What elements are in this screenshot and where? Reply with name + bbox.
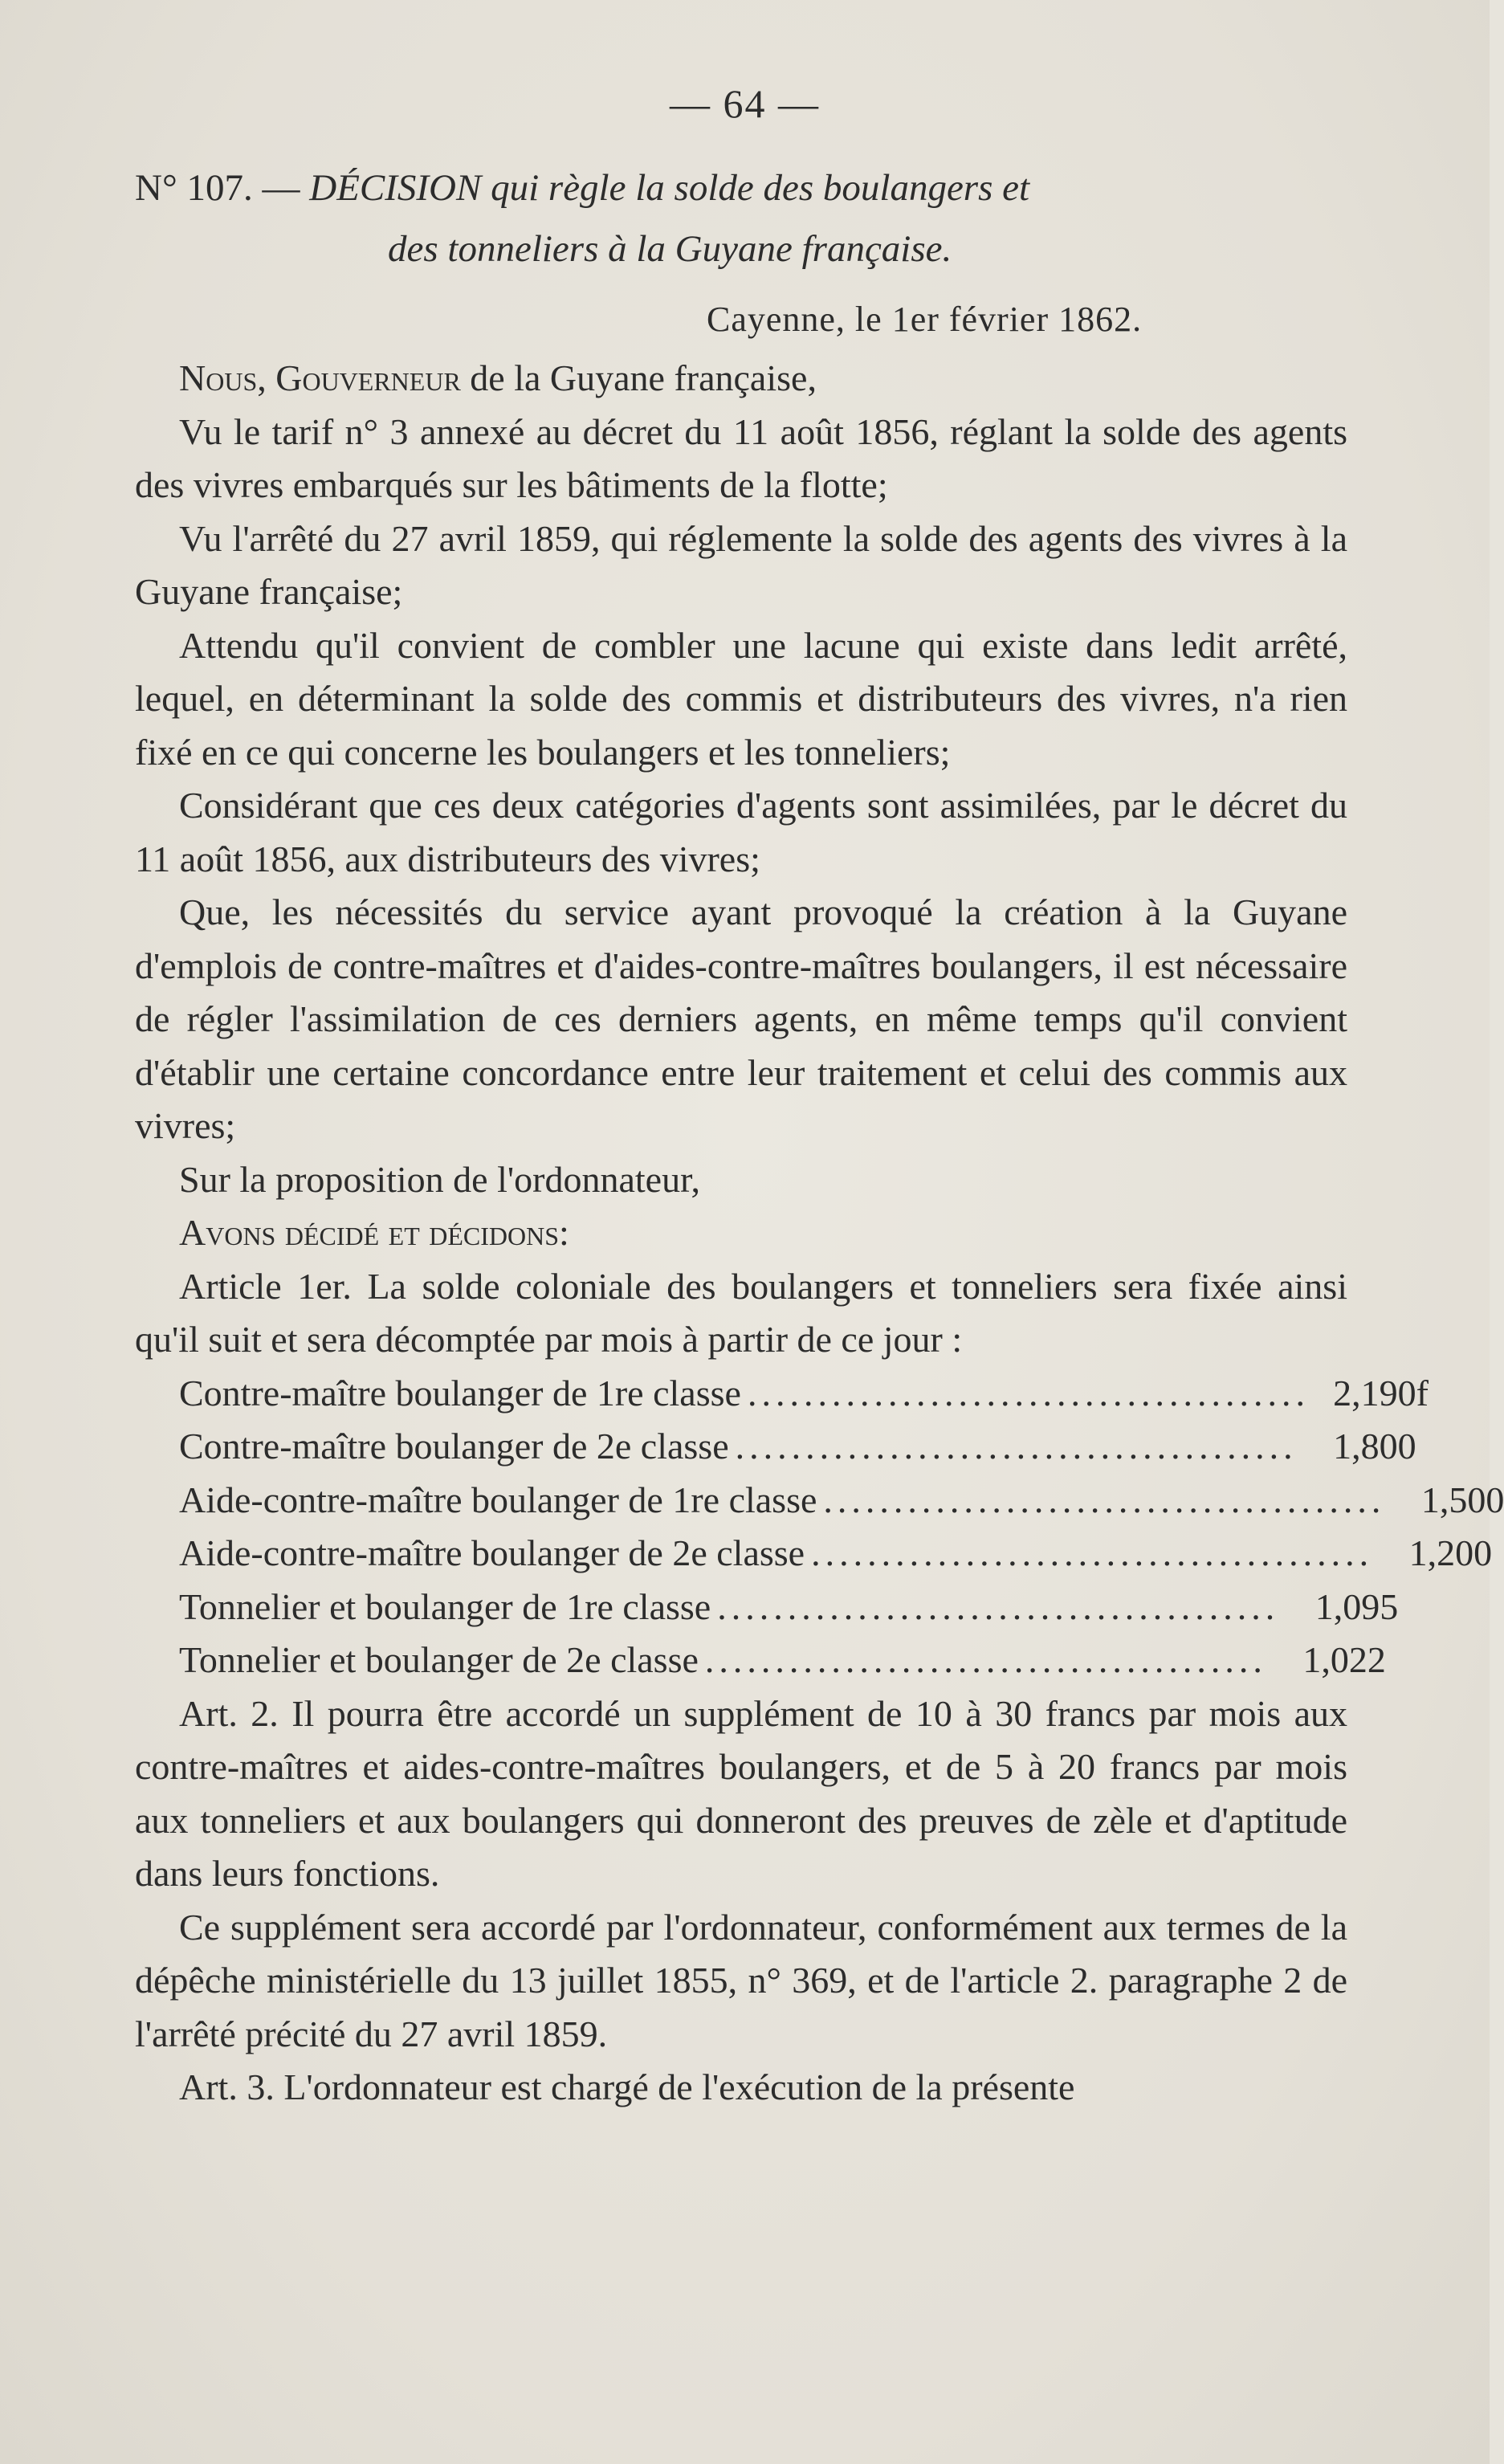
salary-row [135, 1474, 1504, 1528]
salary-label: Tonnelier et boulanger de 2e classe [179, 1639, 699, 1680]
salary-row [135, 1367, 1429, 1421]
dateline: Cayenne, le 1er février 1862. [707, 300, 1143, 339]
decision-title [135, 157, 1347, 279]
salary-label: Contre-maître boulanger de 2e classe [179, 1426, 729, 1467]
leader-dots: ........................................ [811, 1532, 1374, 1573]
governor-heading: Nous, Gouverneur [179, 357, 461, 398]
article-2: Art. 2. Il pourra être accordé un supplément de 10 à 30 francs par mois aux contre-maîtres et aides-contre-maîtres boulangers, et de 5 à 20 francs par mois aux tonneliers et aux boulangers qui donneront des preuves de zèle et d'aptitude dans leurs fonctions. [135, 1692, 1347, 1894]
leader-dots: ........................................ [717, 1585, 1280, 1627]
salary-row [135, 1420, 1416, 1474]
salary-amount: 1,500 [1420, 1479, 1504, 1520]
decision-body [135, 352, 1504, 2115]
article-1: Article 1er. La solde coloniale des boulangers et tonneliers sera fixée ainsi qu'il suit et sera décomptée par mois à partir de ce jour : [135, 1265, 1347, 1360]
paragraph-arrete: Vu l'arrêté du 27 avril 1859, qui réglemente la solde des agents des vivres à la Guyane française; [135, 517, 1347, 612]
salary-label: Aide-contre-maître boulanger de 1re classe [179, 1479, 817, 1520]
paragraph-que: Que, les nécessités du service ayant provoqué la création à la Guyane d'emplois de contre-maîtres et d'aides-contre-maîtres boulangers, il est nécessaire de régler l'assimilation de ces derniers agents, en même temps qu'il convient d'établir une certaine concordance entre leur traitement et celui des commis aux vivres; [135, 891, 1347, 1146]
paragraph-tarif: Vu le tarif n° 3 annexé au décret du 11 août 1856, réglant la solde des agents des vivres embarqués sur les bâtiments de la flotte; [135, 410, 1347, 505]
salary-label: Contre-maître boulanger de 1re classe [179, 1372, 741, 1414]
leader-dots: ........................................ [735, 1426, 1298, 1467]
paragraph-attendu: Attendu qu'il convient de combler une lacune qui existe dans ledit arrêté, lequel, en déterminant la solde des commis et distributeurs des vivres, n'a rien fixé en ce qui concerne les boulangers et les tonneliers; [135, 624, 1347, 773]
leader-dots: ........................................ [747, 1372, 1310, 1414]
paragraph-supplement: Ce supplément sera accordé par l'ordonnateur, conformément aux termes de la dépêche ministérielle du 13 juillet 1855, n° 369, et de l'article 2. paragraphe 2 de l'arrêté précité du 27 avril 1859. [135, 1906, 1347, 2054]
salary-row [135, 1527, 1493, 1581]
decision-title-line2: des tonneliers à la Guyane française. [388, 228, 952, 270]
leader-dots: ........................................ [823, 1479, 1386, 1520]
leader-dots: ........................................ [704, 1639, 1267, 1680]
governor-rest: de la Guyane française, [460, 357, 817, 398]
salary-amount: 2,190f [1333, 1372, 1429, 1414]
preamble-governor [135, 352, 1347, 406]
article-3: Art. 3. L'ordonnateur est chargé de l'exécution de la présente [179, 2066, 1075, 2107]
paragraph-proposition: Sur la proposition de l'ordonnateur, [179, 1158, 701, 1200]
decision-number: N° 107. — [135, 167, 300, 209]
salary-amount: 1,022 [1302, 1639, 1386, 1680]
salary-amount: 1,095 [1314, 1585, 1399, 1627]
decision-title-line1: DÉCISION qui règle la solde des boulangers et [309, 167, 1030, 209]
salary-row [135, 1581, 1399, 1634]
salary-table [135, 1367, 1504, 1687]
salary-amount: 1,200 [1408, 1532, 1493, 1573]
salary-label: Aide-contre-maître boulanger de 2e classe [179, 1532, 805, 1573]
salary-label: Tonnelier et boulanger de 1re classe [179, 1585, 711, 1627]
paragraph-decidons: Avons décidé et décidons: [179, 1212, 569, 1253]
salary-amount: 1,800 [1333, 1426, 1416, 1467]
salary-row [135, 1634, 1386, 1687]
page-number: — 64 — [670, 81, 820, 126]
paragraph-considerant: Considérant que ces deux catégories d'agents sont assimilées, par le décret du 11 août 1856, aux distributeurs des vivres; [135, 785, 1347, 879]
